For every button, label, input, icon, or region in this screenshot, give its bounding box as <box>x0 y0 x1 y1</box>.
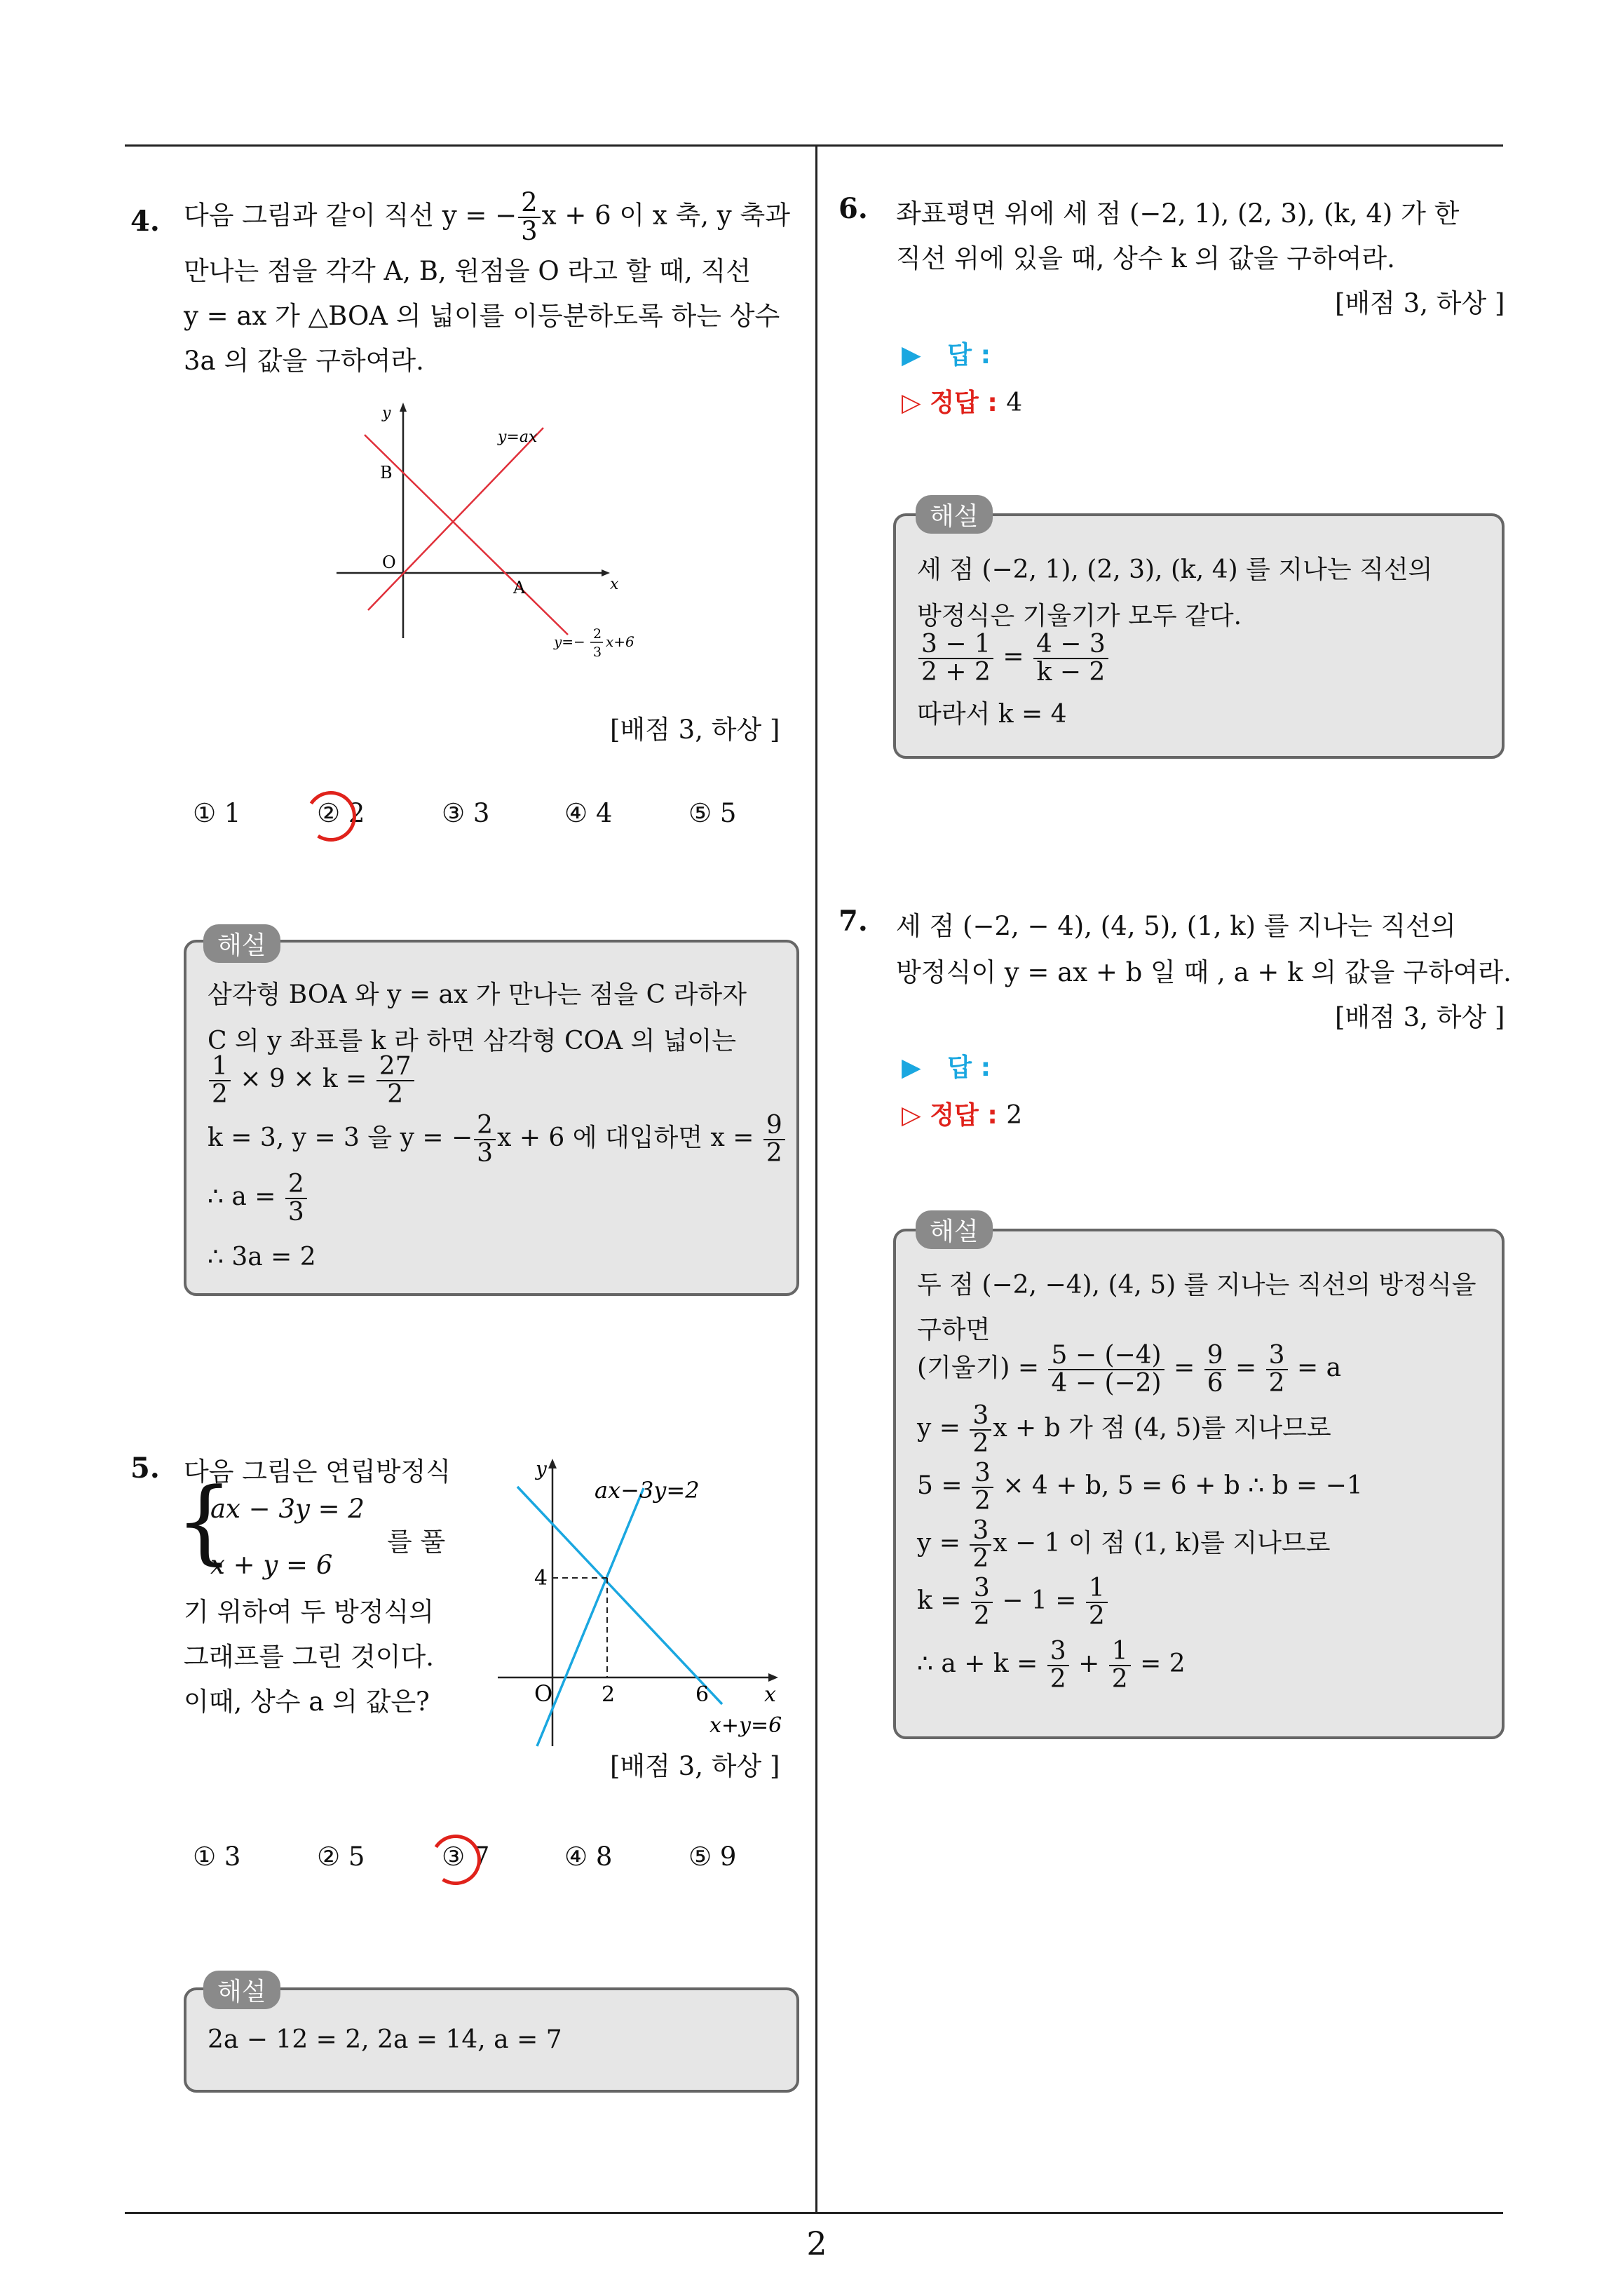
question-text-line: 기 위하여 두 방정식의 <box>184 1597 434 1627</box>
fraction <box>1109 1638 1131 1693</box>
explanation-tag: 해설 <box>916 495 993 534</box>
text-segment: 다음 그림과 같이 직선 y = − <box>184 200 517 231</box>
x-axis-label: x <box>610 576 619 593</box>
fraction <box>376 1053 414 1108</box>
explanation-line <box>208 1053 416 1108</box>
question-text-line: y = ax 가 △BOA 의 넓이를 이등분하도록 하는 상수 <box>184 301 780 331</box>
fraction <box>1204 1342 1226 1397</box>
numerator: 3 − 1 <box>918 631 993 659</box>
question-text-line: 좌표평면 위에 세 점 (−2, 1), (2, 3), (k, 4) 가 한 <box>896 198 1460 229</box>
denominator: 2 <box>973 1601 990 1630</box>
answer-label: 답 : <box>947 341 991 370</box>
denominator: 2 <box>766 1138 782 1168</box>
fraction <box>971 1575 993 1630</box>
point-A-label: A <box>513 578 526 597</box>
score-tag: [배점 3, 하상 ] <box>1335 288 1505 318</box>
explanation-line: 세 점 (−2, 1), (2, 3), (k, 4) 를 지나는 직선의 <box>917 555 1433 584</box>
question-text-line <box>184 189 790 245</box>
y-axis-label: y <box>382 405 391 422</box>
question-text-line: 그래프를 그린 것이다. <box>184 1642 434 1672</box>
selected-answer-circle <box>301 786 360 846</box>
line-label-suffix: x+6 <box>606 633 634 650</box>
denominator: 2 <box>1111 1664 1128 1694</box>
question-text-line: 를 풀 <box>387 1527 446 1557</box>
text-segment: = a <box>1297 1353 1342 1382</box>
fraction <box>285 1171 307 1226</box>
explanation-box <box>893 513 1505 759</box>
x-tick-2: 2 <box>602 1682 616 1707</box>
explanation-line: 따라서 k = 4 <box>917 700 1067 729</box>
text-segment: + <box>1078 1649 1100 1678</box>
numerator: 5 − (−4) <box>1048 1342 1164 1370</box>
fraction <box>518 189 541 245</box>
text-segment: x − 1 이 점 (1, k)를 지나므로 <box>993 1528 1331 1558</box>
denominator: 2 <box>974 1486 991 1515</box>
explanation-line <box>917 1518 1330 1572</box>
text-segment: 5 = <box>917 1471 963 1500</box>
x-tick-6: 6 <box>695 1682 709 1707</box>
y-tick-4: 4 <box>534 1566 548 1591</box>
explanation-line: 삼각형 BOA 와 y = ax 가 만나는 점을 C 라하자 <box>208 980 747 1009</box>
choice-4[interactable]: ④ 8 <box>564 1842 613 1872</box>
explanation-line <box>208 1171 308 1226</box>
denominator: 6 <box>1207 1368 1223 1398</box>
score-tag: [배점 3, 하상 ] <box>610 715 780 745</box>
text-segment: k = <box>917 1586 962 1615</box>
y-axis-label: y <box>536 1457 547 1480</box>
question-text-line: 3a 의 값을 구하여라. <box>184 346 424 376</box>
explanation-line: 두 점 (−2, −4), (4, 5) 를 지나는 직선의 방정식을 <box>917 1271 1476 1299</box>
equals-sign: = <box>1003 642 1024 671</box>
text-segment: ∴ a + k = <box>917 1649 1038 1678</box>
question-text-line: 만나는 점을 각각 A, B, 원점을 O 라고 할 때, 직선 <box>184 256 752 286</box>
correct-label: 정답 : <box>930 389 998 417</box>
fraction <box>970 1518 991 1572</box>
fraction <box>1048 1342 1164 1397</box>
denominator: 2 <box>212 1079 228 1109</box>
explanation-tag: 해설 <box>916 1210 993 1249</box>
triangle-outline-icon: ▷ <box>902 389 921 417</box>
fraction <box>1266 1342 1288 1397</box>
choice-2[interactable]: ② 2 <box>317 798 365 828</box>
fraction <box>763 1112 785 1167</box>
y-axis-arrow <box>400 403 407 412</box>
text-segment: × 9 × k = <box>240 1064 367 1093</box>
text-segment: x + 6 에 대입하면 x = <box>497 1123 754 1152</box>
explanation-line: ∴ 3a = 2 <box>208 1243 316 1271</box>
fraction <box>1033 631 1108 686</box>
selected-answer-circle <box>426 1830 485 1889</box>
text-segment: × 4 + b, 5 = 6 + b ∴ b = −1 <box>1003 1471 1363 1500</box>
denominator: 2 <box>1088 1601 1105 1630</box>
fraction <box>1086 1575 1108 1630</box>
choice-3[interactable]: ③ 3 <box>442 798 490 828</box>
system-equation-1: ax − 3y = 2 <box>210 1494 365 1524</box>
q5-graph <box>491 1445 799 1753</box>
fraction <box>918 631 993 686</box>
denominator: 3 <box>521 215 538 246</box>
x-axis-arrow <box>602 569 610 576</box>
denominator: 3 <box>477 1138 494 1168</box>
explanation-tag: 해설 <box>203 1971 280 2009</box>
numerator: 4 − 3 <box>1033 631 1108 659</box>
text-segment: x + b 가 점 (4, 5)를 지나므로 <box>993 1413 1331 1443</box>
explanation-line <box>917 631 1110 686</box>
point-O-label: O <box>382 553 396 572</box>
denominator: 2 <box>972 1544 989 1573</box>
correct-value: 2 <box>1006 1101 1023 1130</box>
fraction <box>970 1403 991 1457</box>
denominator: 2 <box>972 1429 989 1458</box>
fraction <box>972 1460 993 1515</box>
correct-answer-row <box>902 383 1022 419</box>
numerator: 1 <box>1086 1575 1108 1603</box>
numerator: 1 <box>1109 1638 1131 1666</box>
origin-label: O <box>534 1680 553 1707</box>
numerator: 3 <box>970 1403 991 1431</box>
equals-sign: = <box>1174 1353 1195 1382</box>
line-label-ax-3y: ax−3y=2 <box>595 1477 700 1504</box>
explanation-box <box>184 940 799 1296</box>
explanation-line: 구하면 <box>917 1316 991 1344</box>
numerator: 9 <box>763 1112 785 1140</box>
play-icon: ▶ <box>902 341 921 370</box>
explanation-line: 2a − 12 = 2, 2a = 14, a = 7 <box>208 2025 562 2054</box>
numerator: 3 <box>970 1518 991 1546</box>
explanation-line: C 의 y 좌표를 k 라 하면 삼각형 COA 의 넓이는 <box>208 1027 737 1055</box>
text-segment: x + 6 이 x 축, y 축과 <box>541 200 790 231</box>
choice-1[interactable]: ① 3 <box>193 1842 241 1872</box>
denominator: 2 + 2 <box>921 657 991 687</box>
point-B-label: B <box>380 463 393 482</box>
answer-label: 답 : <box>947 1053 991 1082</box>
text-segment: = 2 <box>1140 1649 1186 1678</box>
fraction <box>209 1053 231 1108</box>
line-label-prefix: y=− <box>554 633 585 650</box>
fraction <box>1047 1638 1069 1693</box>
numerator: 27 <box>376 1053 414 1081</box>
fraction <box>474 1112 496 1167</box>
explanation-line: 방정식은 기울기가 모두 같다. <box>917 602 1242 630</box>
explanation-box <box>893 1229 1505 1739</box>
question-text-line: 세 점 (−2, − 4), (4, 5), (1, k) 를 지나는 직선의 <box>896 911 1456 941</box>
denominator: 2 <box>1050 1664 1066 1694</box>
explanation-line <box>917 1403 1331 1457</box>
choice-5[interactable]: ⑤ 9 <box>688 1842 737 1872</box>
text-segment: ∴ a = <box>208 1182 276 1211</box>
equals-sign: = <box>1235 1353 1257 1382</box>
q4-graph <box>330 393 666 687</box>
numerator: 3 <box>1047 1638 1069 1666</box>
question-number: 4. <box>130 205 160 238</box>
question-text-line: 다음 그림은 연립방정식 <box>184 1457 451 1487</box>
system-equation-2: x + y = 6 <box>210 1550 333 1580</box>
denominator: 2 <box>387 1079 404 1109</box>
answer-row <box>902 1048 991 1083</box>
correct-label: 정답 : <box>930 1101 998 1130</box>
line-y-neg-two-thirds-x-plus-6 <box>365 435 568 635</box>
line-label-x-plus-y: x+y=6 <box>709 1713 782 1738</box>
numerator: 2 <box>285 1171 307 1199</box>
denominator: k − 2 <box>1036 657 1106 687</box>
explanation-line <box>917 1342 1341 1397</box>
choice-2[interactable]: ② 5 <box>317 1842 365 1872</box>
numerator: 9 <box>1204 1342 1226 1370</box>
line-x-plus-y-eq-6 <box>517 1487 722 1704</box>
bottom-rule <box>125 2212 1503 2214</box>
text-segment: (기울기) = <box>917 1353 1040 1382</box>
explanation-tag: 해설 <box>203 924 280 963</box>
correct-value: 4 <box>1006 389 1023 417</box>
answer-row <box>902 335 991 371</box>
choice-4[interactable]: ④ 4 <box>564 798 613 828</box>
text-segment: − 1 = <box>1002 1586 1077 1615</box>
denominator: 2 <box>1268 1368 1285 1398</box>
x-axis-label: x <box>764 1682 776 1707</box>
x-axis-arrow <box>768 1673 778 1682</box>
choice-1[interactable]: ① 1 <box>193 798 241 828</box>
correct-answer-row <box>902 1095 1022 1131</box>
question-number: 7. <box>838 905 868 938</box>
numerator: 2 <box>518 189 541 218</box>
explanation-line <box>917 1460 1363 1515</box>
text-segment: y = <box>917 1528 960 1558</box>
explanation-line <box>917 1638 1186 1693</box>
line-label-frac-num: 2 <box>593 626 602 642</box>
question-text-line: 방정식이 y = ax + b 일 때 , a + k 의 값을 구하여라. <box>896 957 1512 987</box>
text-segment: k = 3, y = 3 을 y = − <box>208 1123 473 1152</box>
numerator: 3 <box>1266 1342 1288 1370</box>
question-number: 6. <box>838 192 868 225</box>
text-segment: y = <box>917 1413 960 1443</box>
question-text-line: 이때, 상수 a 의 값은? <box>184 1687 430 1717</box>
question-number: 5. <box>130 1452 160 1485</box>
numerator: 2 <box>474 1112 496 1140</box>
numerator: 3 <box>972 1460 993 1488</box>
top-rule <box>125 144 1503 147</box>
denominator: 4 − (−2) <box>1051 1368 1162 1398</box>
question-text-line: 직선 위에 있을 때, 상수 k 의 값을 구하여라. <box>896 243 1395 274</box>
explanation-line <box>917 1575 1109 1630</box>
numerator: 3 <box>971 1575 993 1603</box>
choice-5[interactable]: ⑤ 5 <box>688 798 737 828</box>
play-icon: ▶ <box>902 1053 921 1082</box>
score-tag: [배점 3, 하상 ] <box>1335 1002 1505 1032</box>
line-label-y-ax: y=ax <box>498 428 538 446</box>
score-tag: [배점 3, 하상 ] <box>610 1751 780 1781</box>
numerator: 1 <box>209 1053 231 1081</box>
system-brace: { <box>175 1468 233 1574</box>
denominator: 3 <box>287 1197 304 1227</box>
explanation-line <box>208 1112 787 1167</box>
page-number: 2 <box>806 2224 827 2262</box>
y-axis-arrow <box>548 1459 557 1468</box>
column-divider <box>815 144 817 2213</box>
triangle-outline-icon: ▷ <box>902 1101 921 1130</box>
choice-3[interactable]: ③ 7 <box>442 1842 490 1872</box>
line-label-frac-den: 3 <box>593 644 602 660</box>
